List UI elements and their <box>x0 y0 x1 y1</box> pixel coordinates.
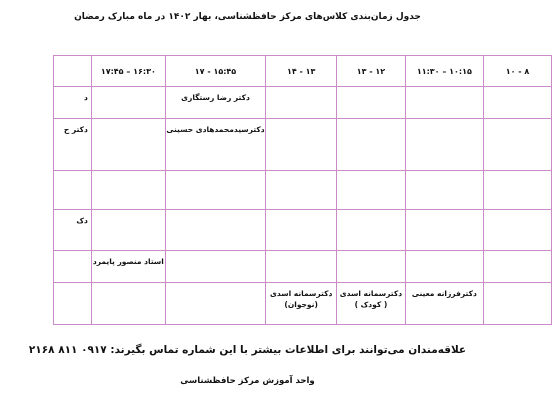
column-header: ۱۳ - ۱۴ <box>266 56 337 87</box>
cell-text: دکترسیدمحمدهادی حسینی <box>166 125 265 134</box>
table-row <box>54 87 552 119</box>
cell-text: دکتر رضا رستگاری <box>181 93 250 102</box>
table-row <box>54 210 552 251</box>
cell-text <box>337 119 404 124</box>
cell-text <box>92 119 165 124</box>
cell-text <box>337 171 404 176</box>
table-cell <box>91 87 165 119</box>
cell-text <box>484 251 551 256</box>
table-cell <box>405 87 483 119</box>
cell-text <box>337 210 404 215</box>
table-cell <box>54 119 92 171</box>
table-cell <box>405 283 483 325</box>
table-cell <box>484 87 552 119</box>
table-cell <box>337 210 405 251</box>
cell-text <box>54 251 91 256</box>
header-row <box>54 56 552 87</box>
cell-text <box>406 171 483 176</box>
table-row <box>54 171 552 210</box>
cell-text <box>266 119 336 124</box>
column-header: ۱۰:۱۵ – ۱۱:۳۰ <box>405 56 483 87</box>
table-cell <box>54 283 92 325</box>
table-cell <box>266 210 337 251</box>
table-cell <box>405 210 483 251</box>
department-name: واحد آموزش مرکز حافظشناسی <box>180 376 315 386</box>
cell-text <box>337 251 404 256</box>
cell-text <box>92 87 165 92</box>
cell-text <box>337 87 404 92</box>
table-cell <box>337 119 405 171</box>
table-cell <box>484 251 552 283</box>
table-cell <box>266 87 337 119</box>
cell-text <box>54 283 91 288</box>
table-cell <box>405 119 483 171</box>
column-header: ۱۵:۴۵ - ۱۷ <box>165 56 265 87</box>
schedule-table-wrapper <box>0 55 530 340</box>
table-cell <box>405 251 483 283</box>
contact-info: علاقه‌مندان می‌توانند برای اطلاعات بیشتر با این شماره تماس بگیرند: ۰۹۱۷ ۸۱۱ ۲۱۶۸ <box>28 344 467 356</box>
cell-text <box>266 210 336 215</box>
cell-text <box>92 171 165 176</box>
table-cell <box>54 171 92 210</box>
cell-text <box>92 210 165 215</box>
cell-text <box>166 171 265 176</box>
cell-text <box>166 210 265 215</box>
cell-text <box>484 210 551 215</box>
table-cell <box>337 171 405 210</box>
table-cell <box>91 119 165 171</box>
table-cell <box>165 87 265 119</box>
cell-text: د <box>84 93 88 102</box>
cell-text <box>266 171 336 176</box>
table-cell <box>484 283 552 325</box>
column-header: ۱۲ - ۱۳ <box>337 56 405 87</box>
cell-text <box>266 251 336 256</box>
cell-text <box>406 87 483 92</box>
cell-text: دکترسمانه اسدی ( کودک ) <box>339 289 403 309</box>
table-cell <box>266 119 337 171</box>
table-cell <box>165 171 265 210</box>
schedule-table <box>53 55 552 325</box>
cell-text: دکترفرزانه معینی <box>411 289 477 298</box>
cell-text: دک <box>76 216 88 225</box>
table-cell <box>91 171 165 210</box>
table-cell <box>266 171 337 210</box>
table-cell <box>266 251 337 283</box>
cell-text <box>266 87 336 92</box>
cell-text <box>406 251 483 256</box>
table-row <box>54 119 552 171</box>
cell-text <box>406 210 483 215</box>
table-cell <box>165 119 265 171</box>
table-cell <box>405 171 483 210</box>
table-cell <box>165 210 265 251</box>
table-cell <box>54 251 92 283</box>
cell-text <box>406 119 483 124</box>
table-cell <box>337 87 405 119</box>
cell-text <box>484 87 551 92</box>
column-header: ۸ - ۱۰ <box>484 56 552 87</box>
cell-text <box>166 251 265 256</box>
table-cell <box>54 87 92 119</box>
table-cell <box>54 210 92 251</box>
cell-text <box>92 283 165 288</box>
cell-text <box>484 283 551 288</box>
table-cell <box>484 119 552 171</box>
column-header: ۱۶:۳۰ – ۱۷:۴۵ <box>91 56 165 87</box>
table-cell <box>91 210 165 251</box>
cell-text: دکترسمانه اسدی (نوجوان) <box>270 289 333 309</box>
cell-text <box>166 283 265 288</box>
table-cell <box>337 283 405 325</box>
cell-text <box>484 119 551 124</box>
table-cell <box>91 251 165 283</box>
table-cell <box>266 283 337 325</box>
table-cell <box>165 283 265 325</box>
column-header <box>54 56 92 87</box>
cell-text: استاد منصور پایمرد <box>92 257 164 266</box>
cell-text: دکتر ح <box>63 125 88 134</box>
cell-text <box>54 171 91 176</box>
table-cell <box>337 251 405 283</box>
table-cell <box>484 210 552 251</box>
page-title: جدول زمان‌بندی کلاس‌های مرکز حافظشناسی، بهار ۱۴۰۲ در ماه مبارک رمضان <box>74 12 421 22</box>
table-cell <box>91 283 165 325</box>
table-row <box>54 283 552 325</box>
table-cell <box>165 251 265 283</box>
table-row <box>54 251 552 283</box>
cell-text <box>484 171 551 176</box>
table-cell <box>484 171 552 210</box>
